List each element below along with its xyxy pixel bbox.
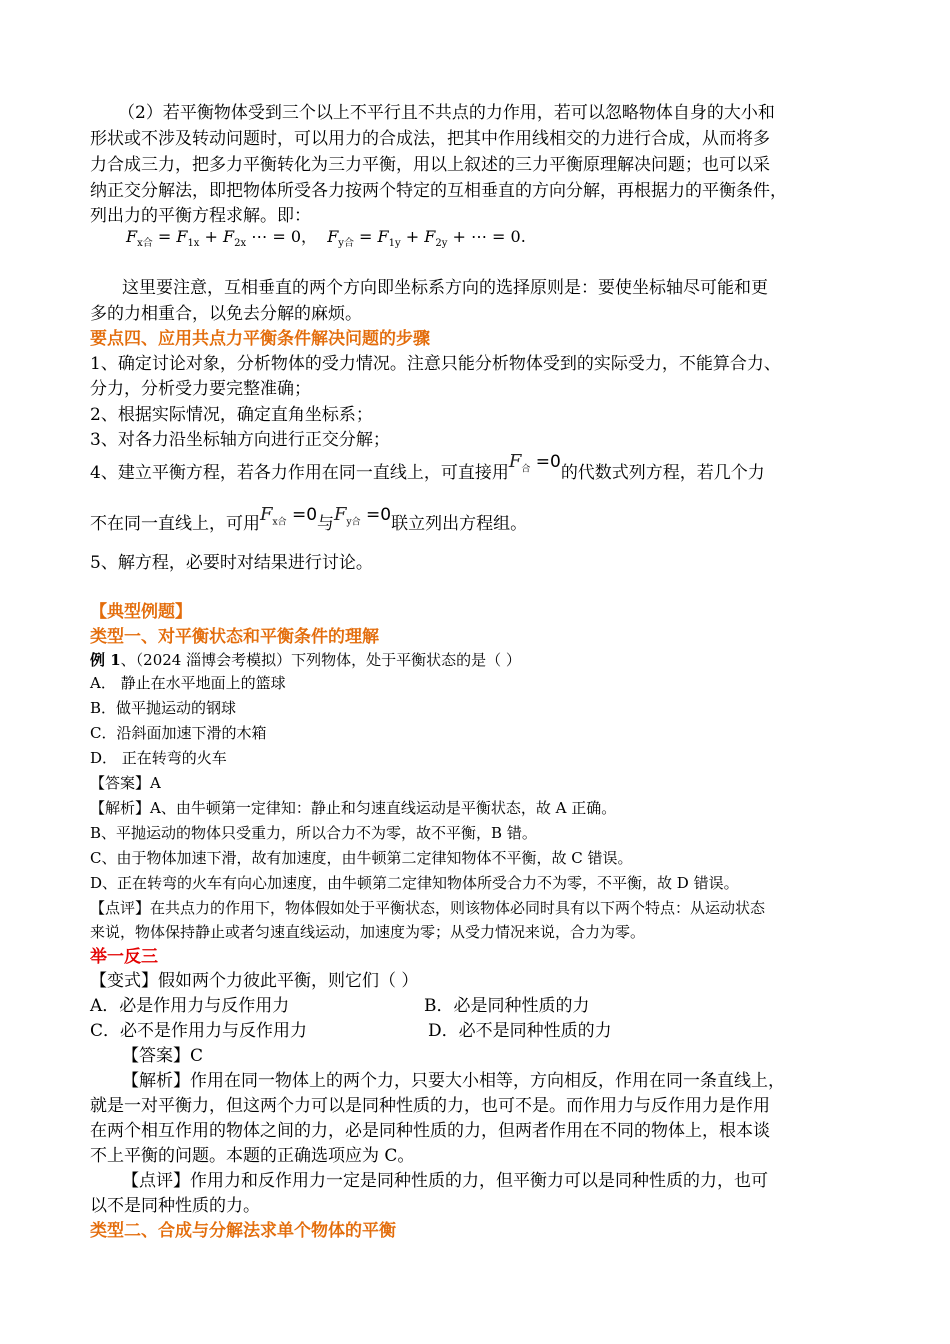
option-b: B．做平抛运动的钢球 bbox=[90, 699, 237, 717]
inline-formula: $F_{x合} =0$ bbox=[260, 504, 318, 528]
option-c: C．必不是作用力与反作用力 bbox=[90, 1021, 308, 1041]
comment-line: 【点评】在共点力的作用下，物体假如处于平衡状态，则该物体必同时具有以下两个特点：从运动状态 bbox=[90, 899, 766, 917]
option-a: A．必是作用力与反作用力 bbox=[90, 996, 290, 1016]
paragraph-line: 纳正交分解法，即把物体所受各力按两个特定的互相垂直的方向分解，再根据力的平衡条件， bbox=[90, 181, 787, 201]
option-d: D． 正在转弯的火车 bbox=[90, 749, 227, 767]
practice-question: 【变式】假如两个力彼此平衡，则它们（ ） bbox=[90, 971, 419, 991]
option-d: D．必不是同种性质的力 bbox=[428, 1021, 612, 1041]
analysis-line: 【解析】作用在同一物体上的两个力，只要大小相等，方向相反，作用在同一条直线上， bbox=[122, 1071, 785, 1091]
inline-formula: $F_合 =0$ bbox=[508, 451, 561, 475]
option-a: A． 静止在水平地面上的篮球 bbox=[90, 674, 286, 692]
step-line: 4、建立平衡方程，若各力作用在同一直线上，可直接用$F_合 =0$的代数式列方程，若几个力 bbox=[90, 451, 765, 484]
section-heading: 【典型例题】 bbox=[90, 602, 192, 622]
analysis-line: 在两个相互作用的物体之间的力，必是同种性质的力，但两者作用在不同的物体上，根本谈 bbox=[90, 1121, 770, 1141]
practice-heading: 举一反三 bbox=[90, 947, 158, 967]
analysis-line: C、由于物体加速下滑，故有加速度，由牛顿第二定律知物体不平衡，故 C 错误。 bbox=[90, 849, 633, 867]
paragraph-line: 这里要注意，互相垂直的两个方向即坐标系方向的选择原则是：要使坐标轴尽可能和更 bbox=[122, 278, 768, 298]
paragraph-line: （2）若平衡物体受到三个以上不平行且不共点的力作用，若可以忽略物体自身的大小和 bbox=[118, 103, 775, 123]
paragraph-line: 列出力的平衡方程求解。即： bbox=[90, 206, 311, 226]
option-b: B．必是同种性质的力 bbox=[424, 996, 590, 1016]
step-line: 5、解方程，必要时对结果进行讨论。 bbox=[90, 553, 373, 573]
example-question: 例 1、（2024 淄博会考模拟）下列物体，处于平衡状态的是（ ） bbox=[90, 651, 521, 669]
step-line: 不在同一直线上，可用$F_{x合} =0$与$F_{y合} =0$联立列出方程组。 bbox=[90, 504, 528, 535]
step-line: 1、确定讨论对象，分析物体的受力情况。注意只能分析物体受到的实际受力，不能算合力、 bbox=[90, 354, 781, 374]
step-line: 分力，分析受力要完整准确； bbox=[90, 379, 311, 399]
paragraph-line: 多的力相重合，以免去分解的麻烦。 bbox=[90, 304, 362, 324]
paragraph-line: 形状或不涉及转动问题时，可以用力的合成法，把其中作用线相交的力进行合成，从而将多 bbox=[90, 129, 770, 149]
analysis-line: D、正在转弯的火车有向心加速度，由牛顿第二定律知物体所受合力不为零，不平衡，故 D 错误。 bbox=[90, 874, 739, 892]
paragraph-line: 力合成三力，把多力平衡转化为三力平衡，用以上叙述的三力平衡原理解决问题；也可以采 bbox=[90, 155, 770, 175]
step-line: 3、对各力沿坐标轴方向进行正交分解； bbox=[90, 430, 390, 450]
option-c: C．沿斜面加速下滑的木箱 bbox=[90, 724, 267, 742]
type-heading: 类型一、对平衡状态和平衡条件的理解 bbox=[90, 627, 379, 647]
analysis-line: 【解析】A、由牛顿第一定律知：静止和匀速直线运动是平衡状态，故 A 正确。 bbox=[90, 799, 617, 817]
section-heading: 要点四、应用共点力平衡条件解决问题的步骤 bbox=[90, 329, 430, 349]
inline-formula: $F_{y合} =0$ bbox=[334, 504, 392, 528]
answer: 【答案】C bbox=[122, 1046, 204, 1066]
comment-line: 以不是同种性质的力。 bbox=[90, 1196, 260, 1216]
analysis-line: 不上平衡的问题。本题的正确选项应为 C。 bbox=[90, 1146, 415, 1166]
comment-line: 来说，物体保持静止或者匀速直线运动，加速度为零；从受力情况来说，合力为零。 bbox=[90, 923, 646, 941]
step-line: 2、根据实际情况，确定直角坐标系； bbox=[90, 405, 373, 425]
analysis-line: B、平抛运动的物体只受重力，所以合力不为零，故不平衡，B 错。 bbox=[90, 824, 537, 842]
answer: 【答案】A bbox=[90, 774, 161, 792]
equilibrium-formula: $F_{x合} = F_{1x} + F_{2x}$ ⋯ = 0， $F_{y合} = F_{1y} + F_{2y}$ + ⋯ = 0. bbox=[126, 227, 526, 250]
comment-line: 【点评】作用力和反作用力一定是同种性质的力，但平衡力可以是同种性质的力，也可 bbox=[122, 1171, 768, 1191]
analysis-line: 就是一对平衡力，但这两个力可以是同种性质的力，也可不是。而作用力与反作用力是作用 bbox=[90, 1096, 770, 1116]
type-heading: 类型二、合成与分解法求单个物体的平衡 bbox=[90, 1221, 396, 1241]
